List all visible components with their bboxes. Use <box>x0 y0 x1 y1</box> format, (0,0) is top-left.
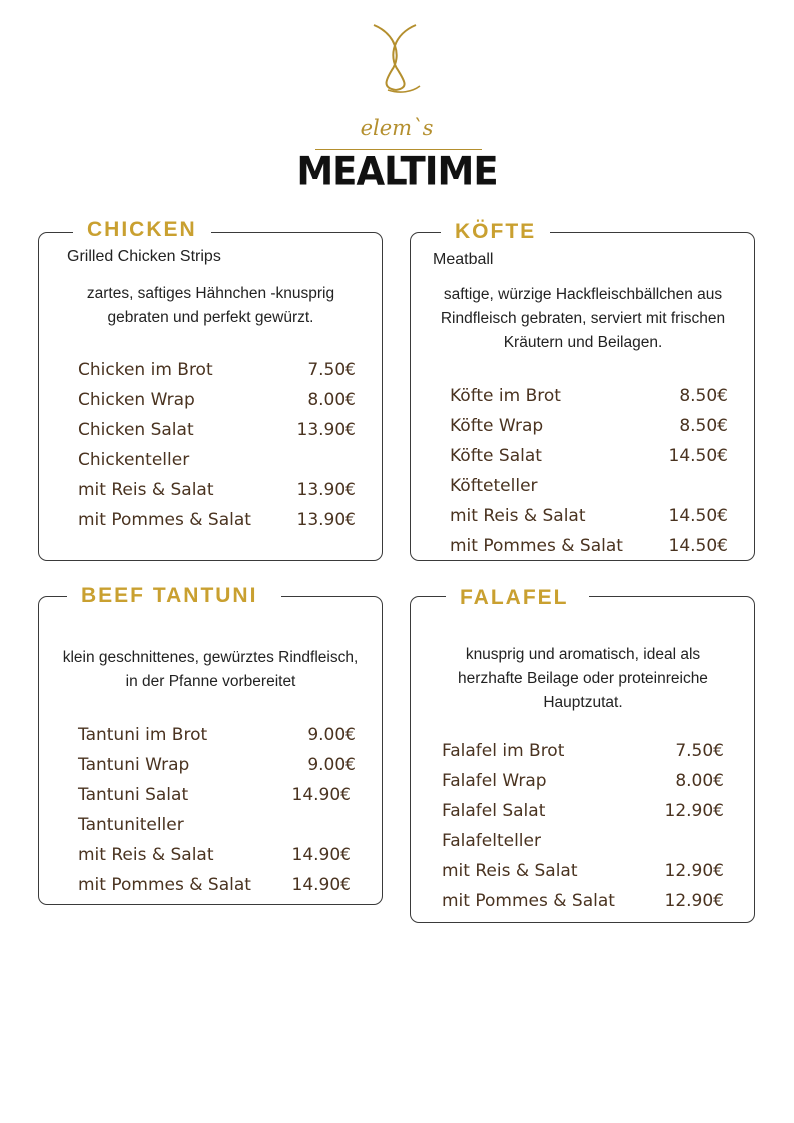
menu-item <box>78 445 356 475</box>
item-price: 14.50€ <box>668 446 728 466</box>
item-price: 7.50€ <box>307 360 356 380</box>
item-name: Falafel im Brot <box>442 741 565 761</box>
item-price: 14.90€ <box>291 785 351 805</box>
item-price: 14.90€ <box>291 875 351 895</box>
brand-title: MEALTIME <box>296 148 498 195</box>
section-subtitle: Meatball <box>433 251 494 268</box>
item-price: 9.00€ <box>307 725 356 745</box>
menu-item <box>78 505 356 535</box>
menu-item <box>450 411 728 441</box>
menu-item <box>78 475 356 505</box>
menu-item <box>442 886 724 916</box>
section-title: KÖFTE <box>441 219 550 245</box>
item-price: 12.90€ <box>664 801 724 821</box>
section-subtitle: Grilled Chicken Strips <box>67 248 221 265</box>
menu-list <box>442 736 724 916</box>
menu-item <box>442 856 724 886</box>
item-price: 13.90€ <box>296 420 356 440</box>
item-name: Tantuni Salat <box>78 785 189 805</box>
item-name: Chickenteller <box>78 450 190 470</box>
section-description: zartes, saftiges Hähnchen -knusprig gebraten und perfekt gewürzt. <box>86 285 335 326</box>
item-price: 9.00€ <box>307 755 356 775</box>
item-name: Falafelteller <box>442 831 541 851</box>
item-name: mit Pommes & Salat <box>450 536 623 556</box>
menu-list <box>78 355 356 535</box>
item-name: Tantuni im Brot <box>78 725 208 745</box>
item-name: Chicken Wrap <box>78 390 195 410</box>
menu-item <box>78 840 356 870</box>
item-name: mit Reis & Salat <box>442 861 578 881</box>
item-price: 8.00€ <box>307 390 356 410</box>
item-price: 14.50€ <box>668 536 728 556</box>
menu-item <box>442 736 724 766</box>
menu-item <box>78 780 356 810</box>
menu-item <box>78 385 356 415</box>
item-price: 7.50€ <box>675 741 724 761</box>
menu-item <box>78 415 356 445</box>
menu-item <box>78 750 356 780</box>
section-description: klein geschnittenes, gewürztes Rindfleisch, in der Pfanne vorbereitet <box>62 649 359 690</box>
item-price: 14.90€ <box>291 845 351 865</box>
item-name: mit Reis & Salat <box>78 845 214 865</box>
item-name: Falafel Salat <box>442 801 546 821</box>
item-price: 13.90€ <box>296 510 356 530</box>
menu-item <box>450 381 728 411</box>
item-price: 8.50€ <box>679 386 728 406</box>
section-title: FALAFEL <box>446 585 589 611</box>
item-name: Tantuni Wrap <box>78 755 190 775</box>
menu-item <box>450 471 728 501</box>
menu-item <box>78 720 356 750</box>
item-name: Chicken im Brot <box>78 360 213 380</box>
item-name: mit Pommes & Salat <box>78 875 251 895</box>
menu-list <box>450 381 728 561</box>
section-title: BEEF TANTUNI <box>67 583 281 609</box>
item-name: Falafel Wrap <box>442 771 547 791</box>
item-name: mit Reis & Salat <box>450 506 586 526</box>
item-price: 13.90€ <box>296 480 356 500</box>
item-name: Chicken Salat <box>78 420 194 440</box>
item-name: Köfte im Brot <box>450 386 561 406</box>
item-name: mit Pommes & Salat <box>78 510 251 530</box>
menu-item <box>78 355 356 385</box>
item-price: 8.00€ <box>675 771 724 791</box>
item-price: 12.90€ <box>664 861 724 881</box>
menu-item <box>442 826 724 856</box>
item-price: 12.90€ <box>664 891 724 911</box>
menu-item <box>450 531 728 561</box>
item-price: 14.50€ <box>668 506 728 526</box>
menu-item <box>450 441 728 471</box>
menu-item <box>442 766 724 796</box>
menu-item <box>442 796 724 826</box>
brand-subtitle: elem`s <box>360 116 434 140</box>
item-name: Tantuniteller <box>78 815 184 835</box>
menu-list <box>78 720 356 900</box>
section-description: saftige, würzige Hackfleischbällchen aus Rindfleisch gebraten, serviert mit frischen Kräutern und Beilagen. <box>440 286 726 351</box>
item-price: 8.50€ <box>679 416 728 436</box>
menu-item <box>450 501 728 531</box>
menu-item <box>78 810 356 840</box>
section-description: knusprig und aromatisch, ideal als herzhafte Beilage oder proteinreiche Hauptzutat. <box>458 646 708 711</box>
item-name: mit Pommes & Salat <box>442 891 615 911</box>
item-name: mit Reis & Salat <box>78 480 214 500</box>
brand-logo-icon <box>366 22 424 96</box>
item-name: Köfteteller <box>450 476 538 496</box>
section-title: CHICKEN <box>73 217 211 243</box>
item-name: Köfte Salat <box>450 446 542 466</box>
item-name: Köfte Wrap <box>450 416 544 436</box>
menu-item <box>78 870 356 900</box>
